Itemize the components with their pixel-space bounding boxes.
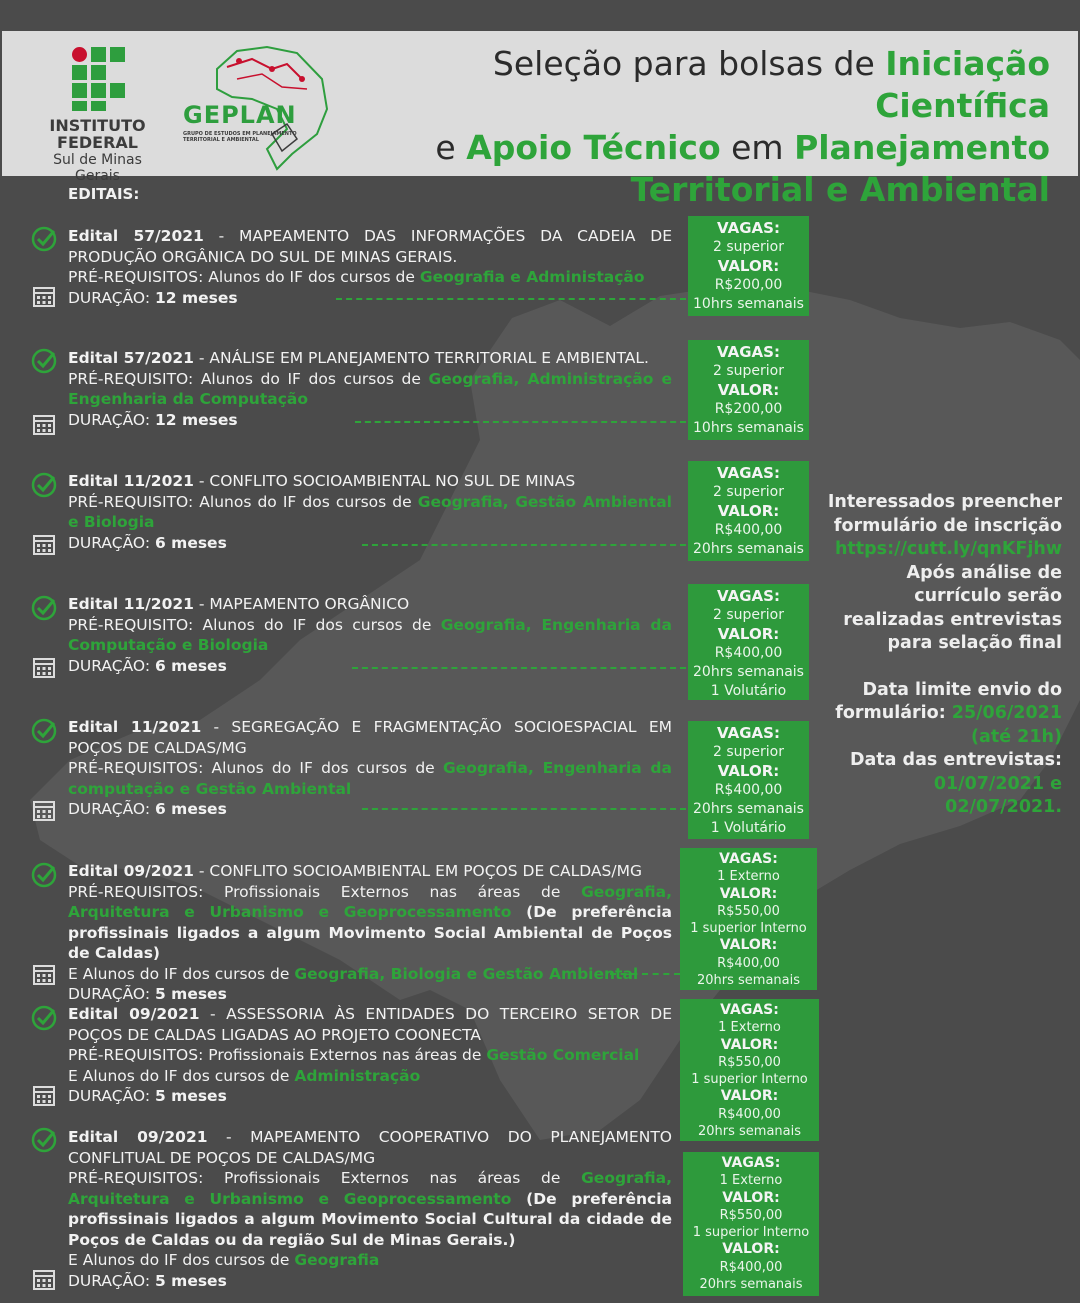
deadline-label-2: formulário: bbox=[835, 703, 952, 723]
box-line: VALOR: bbox=[717, 502, 780, 520]
edital-duration: 6 meses bbox=[154, 800, 227, 818]
box-line: 20hrs semanais bbox=[697, 1124, 802, 1140]
edital-duration-label: DURAÇÃO: bbox=[68, 1087, 155, 1105]
info-line: realizadas entrevistas bbox=[843, 609, 1062, 630]
box-line: VALOR: bbox=[717, 625, 780, 643]
box-line: R$550,00 bbox=[717, 903, 780, 919]
edital-heading: Edital 09/2021 bbox=[68, 862, 194, 880]
box-line: 20hrs semanais bbox=[693, 664, 804, 680]
calendar-icon bbox=[32, 1267, 56, 1291]
edital-courses: Geografia, Engenharia da computação e Gestão Ambiental bbox=[68, 759, 672, 798]
edital-courses: Geografia, Administração e Engenharia da Computação bbox=[68, 369, 672, 408]
interviews-label: Data das entrevistas: bbox=[849, 750, 1062, 770]
box-line: VAGAS: bbox=[717, 464, 780, 482]
edital-heading: Edital 09/2021 bbox=[68, 1128, 208, 1146]
check-icon bbox=[30, 225, 58, 253]
calendar-icon bbox=[32, 532, 56, 556]
check-icon bbox=[30, 861, 58, 889]
edital-title: - MAPEAMENTO DAS INFORMAÇÕES DA CADEIA DE PRODUÇÃO ORGÂNICA DO SUL DE MINAS GERAIS. bbox=[68, 227, 672, 266]
edital-requirements: PRÉ-REQUISITOS: Profissionais Externos nas áreas de bbox=[68, 1046, 487, 1064]
title-highlight-3: Planejamento bbox=[794, 128, 1050, 167]
title-highlight-4: Territorial e Ambiental bbox=[630, 170, 1050, 209]
vagas-box bbox=[680, 848, 817, 990]
calendar-icon bbox=[32, 962, 56, 986]
geplan-logo bbox=[177, 39, 337, 174]
vagas-box bbox=[683, 1152, 819, 1296]
edital-courses: Geografia, Arquitetura e Urbanismo e Geoprocessamento bbox=[68, 1169, 672, 1208]
calendar-icon bbox=[32, 1083, 56, 1107]
edital-duration: 12 meses bbox=[154, 410, 238, 429]
edital-title: - CONFLITO SOCIOAMBIENTAL NO SUL DE MINAS bbox=[193, 472, 576, 490]
box-line: VAGAS: bbox=[717, 219, 780, 237]
check-icon bbox=[30, 594, 58, 622]
box-line: R$200,00 bbox=[714, 401, 783, 417]
box-line: 1 Externo bbox=[717, 869, 780, 885]
edital-extra-requirements: E Alunos do IF dos cursos de bbox=[68, 1251, 295, 1269]
edital-requirements: PRÉ-REQUISITO: Alunos do IF dos cursos de bbox=[68, 369, 429, 388]
info-line: Interessados preencher bbox=[827, 492, 1062, 512]
deadline-time: (até 21h) bbox=[971, 726, 1062, 747]
edital-title: - CONFLITO SOCIOAMBIENTAL EM POÇOS DE CALDAS/MG bbox=[193, 862, 642, 880]
box-line: R$550,00 bbox=[719, 1207, 783, 1223]
dashed-connector bbox=[362, 808, 686, 810]
box-line: 1 superior Interno bbox=[691, 1072, 808, 1088]
edital-duration: 5 meses bbox=[154, 1271, 227, 1290]
edital-duration: 6 meses bbox=[154, 656, 227, 675]
title-highlight-1: Iniciação Científica bbox=[875, 44, 1050, 125]
box-line: 1 Volutário bbox=[710, 820, 787, 836]
calendar-icon bbox=[32, 798, 56, 822]
box-line: VAGAS: bbox=[721, 1155, 781, 1171]
box-line: VAGAS: bbox=[720, 1002, 779, 1018]
box-line: VALOR: bbox=[722, 1241, 780, 1258]
edital-item bbox=[68, 594, 672, 676]
dashed-connector bbox=[362, 544, 686, 546]
box-line: VAGAS: bbox=[717, 587, 780, 605]
edital-requirements: PRÉ-REQUISITO: Alunos do IF dos cursos de bbox=[68, 615, 441, 634]
edital-heading: Edital 09/2021 bbox=[68, 1005, 200, 1023]
edital-requirements: PRÉ-REQUISITO: Alunos do IF dos cursos de bbox=[68, 492, 418, 511]
info-line: currículo serão bbox=[914, 586, 1062, 606]
vagas-box bbox=[688, 216, 809, 316]
box-line: 1 Volutário bbox=[710, 683, 787, 699]
info-line: para selação final bbox=[887, 633, 1062, 653]
edital-title: - MAPEAMENTO COOPERATIVO DO PLANEJAMENTO CONFLITUAL DE POÇOS DE CALDAS/MG bbox=[68, 1128, 672, 1167]
box-line: R$200,00 bbox=[714, 277, 783, 293]
edital-item bbox=[68, 1127, 672, 1291]
institute-name-line2: FEDERAL bbox=[57, 133, 138, 152]
box-line: 2 superior bbox=[713, 607, 784, 623]
registration-link[interactable]: https://cutt.ly/qnKFjhw bbox=[834, 539, 1062, 559]
box-line: 2 superior bbox=[713, 744, 784, 760]
if-logo bbox=[30, 47, 170, 184]
box-line: 1 Externo bbox=[718, 1020, 781, 1036]
edital-duration-label: DURAÇÃO: bbox=[68, 288, 155, 307]
edital-courses: Geografia, Engenharia da Computação e Biologia bbox=[68, 615, 672, 654]
edital-requirements: PRÉ-REQUISITOS: Alunos do IF dos cursos de bbox=[68, 759, 443, 777]
info-sidebar bbox=[820, 491, 1062, 820]
vagas-box bbox=[688, 461, 809, 561]
box-line: VALOR: bbox=[717, 762, 780, 780]
dashed-connector bbox=[355, 421, 686, 423]
title-text-2: e bbox=[435, 128, 467, 167]
geplan-name: GEPLAN bbox=[183, 101, 297, 129]
box-line: 10hrs semanais bbox=[693, 420, 804, 436]
edital-item bbox=[68, 861, 672, 1005]
edital-heading: Edital 11/2021 bbox=[68, 718, 202, 736]
box-line: VALOR: bbox=[720, 1036, 779, 1053]
vagas-box bbox=[688, 721, 809, 839]
box-line: 10hrs semanais bbox=[693, 296, 804, 312]
edital-duration-label: DURAÇÃO: bbox=[68, 656, 155, 675]
edital-item bbox=[68, 226, 672, 308]
edital-item bbox=[68, 1004, 672, 1107]
edital-duration: 6 meses bbox=[154, 533, 227, 552]
edital-heading: Edital 11/2021 bbox=[68, 595, 194, 613]
edital-extra-requirements: E Alunos do IF dos cursos de bbox=[68, 964, 295, 983]
edital-duration: 5 meses bbox=[154, 1087, 227, 1105]
info-line: formulário de inscrição bbox=[833, 515, 1062, 536]
edital-duration-label: DURAÇÃO: bbox=[68, 410, 155, 429]
box-line: R$400,00 bbox=[718, 1106, 781, 1122]
box-line: 20hrs semanais bbox=[699, 1277, 803, 1293]
edital-extra-courses: Administração bbox=[294, 1066, 421, 1085]
title-text-1: Seleção para bolsas de bbox=[492, 44, 886, 83]
edital-requirements: PRÉ-REQUISITOS: Profissionais Externos nas áreas de bbox=[68, 1169, 582, 1187]
edital-extra-courses: Geografia, Biologia e Gestão Ambiental bbox=[294, 964, 639, 983]
calendar-icon bbox=[32, 655, 56, 679]
edital-extra-courses: Geografia bbox=[294, 1251, 380, 1269]
institute-name-line1: INSTITUTO bbox=[49, 116, 146, 135]
title-text-3: em bbox=[720, 128, 795, 167]
interview-date: 02/07/2021. bbox=[945, 797, 1062, 817]
edital-duration-label: DURAÇÃO: bbox=[68, 800, 155, 818]
box-line: VAGAS: bbox=[719, 851, 778, 867]
deadline-date: 25/06/2021 bbox=[951, 703, 1062, 723]
vagas-box bbox=[688, 584, 809, 700]
calendar-icon bbox=[32, 412, 56, 436]
check-icon bbox=[30, 1126, 58, 1154]
info-line: Após análise de bbox=[906, 562, 1062, 583]
box-line: 1 Externo bbox=[719, 1173, 783, 1189]
box-line: VALOR: bbox=[717, 257, 780, 275]
box-line: 2 superior bbox=[713, 363, 784, 379]
box-line: VALOR: bbox=[720, 1088, 779, 1105]
institute-campus: Sul de Minas Gerais bbox=[53, 152, 142, 184]
dashed-connector bbox=[352, 667, 686, 669]
check-icon bbox=[30, 1004, 58, 1032]
box-line: 20hrs semanais bbox=[693, 541, 804, 557]
box-line: VAGAS: bbox=[717, 724, 780, 742]
edital-title: - SEGREGAÇÃO E FRAGMENTAÇÃO SOCIOESPACIAL EM POÇOS DE CALDAS/MG bbox=[68, 718, 672, 757]
box-line: VALOR: bbox=[722, 1189, 780, 1206]
edital-item bbox=[68, 717, 672, 820]
box-line: R$400,00 bbox=[714, 782, 783, 798]
check-icon bbox=[30, 717, 58, 745]
box-line: 1 superior Interno bbox=[690, 921, 807, 937]
interview-date: 01/07/2021 e bbox=[933, 773, 1062, 794]
box-line: R$550,00 bbox=[718, 1054, 781, 1070]
box-line: 2 superior bbox=[713, 484, 784, 500]
edital-heading: Edital 57/2021 bbox=[68, 227, 204, 245]
dashed-connector bbox=[610, 973, 680, 975]
vagas-box bbox=[688, 340, 809, 440]
edital-title: - MAPEAMENTO ORGÂNICO bbox=[193, 595, 410, 613]
edital-item bbox=[68, 348, 672, 430]
editais-label: EDITAIS: bbox=[68, 185, 140, 203]
deadline-label: Data limite envio do bbox=[862, 679, 1062, 700]
title-highlight-2: Apoio Técnico bbox=[466, 128, 721, 167]
box-line: VAGAS: bbox=[717, 343, 780, 361]
edital-title: - ASSESSORIA ÀS ENTIDADES DO TERCEIRO SETOR DE POÇOS DE CALDAS LIGADAS AO PROJETO COONECTA bbox=[68, 1005, 672, 1044]
box-line: 1 superior Interno bbox=[692, 1225, 810, 1241]
edital-duration-label: DURAÇÃO: bbox=[68, 985, 155, 1003]
edital-requirements: PRÉ-REQUISITOS: Alunos do IF dos cursos de bbox=[68, 268, 420, 286]
edital-extra-requirements: E Alunos do IF dos cursos de bbox=[68, 1066, 295, 1085]
vagas-box bbox=[680, 999, 819, 1141]
edital-requirements: PRÉ-REQUISITOS: Profissionais Externos nas áreas de bbox=[68, 882, 582, 901]
edital-duration-label: DURAÇÃO: bbox=[68, 1271, 155, 1290]
edital-courses: Geografia, Arquitetura e Urbanismo e Geoprocessamento bbox=[68, 882, 672, 921]
box-line: VALOR: bbox=[719, 885, 778, 902]
edital-courses: Geografia e Administação bbox=[419, 268, 645, 286]
page-title bbox=[350, 43, 1050, 211]
if-logo-circle bbox=[72, 47, 87, 62]
edital-courses: Geografia, Gestão Ambiental e Biologia bbox=[68, 492, 672, 531]
edital-duration: 12 meses bbox=[154, 288, 238, 307]
edital-duration-label: DURAÇÃO: bbox=[68, 533, 155, 552]
box-line: R$400,00 bbox=[719, 1259, 783, 1275]
geplan-subtitle: GRUPO DE ESTUDOS EM PLANEJAMENTO TERRITORIAL E AMBIENTAL bbox=[183, 131, 297, 143]
box-line: VALOR: bbox=[717, 381, 780, 399]
box-line: 2 superior bbox=[713, 239, 784, 255]
box-line: R$400,00 bbox=[714, 645, 783, 661]
dashed-connector bbox=[336, 298, 686, 300]
check-icon bbox=[30, 471, 58, 499]
edital-heading: Edital 57/2021 bbox=[68, 349, 194, 367]
edital-preference-note: (De preferência profissinais ligados a algum Movimento Social Cultural da cidade de Poços de Caldas ou da região Sul de Minas Gerais.) bbox=[68, 1189, 672, 1249]
box-line: VALOR: bbox=[719, 937, 778, 954]
box-line: 20hrs semanais bbox=[696, 973, 801, 989]
box-line: R$400,00 bbox=[717, 955, 780, 971]
check-icon bbox=[30, 347, 58, 375]
edital-preference-note: (De preferência profissinais ligados a algum Movimento Social Ambiental de Poços de Caldas) bbox=[68, 903, 672, 962]
box-line: 20hrs semanais bbox=[693, 801, 804, 817]
calendar-icon bbox=[32, 284, 56, 308]
box-line: R$400,00 bbox=[714, 522, 783, 538]
edital-title: - ANÁLISE EM PLANEJAMENTO TERRITORIAL E AMBIENTAL. bbox=[193, 349, 649, 367]
edital-item bbox=[68, 471, 672, 553]
edital-courses: Gestão Comercial bbox=[486, 1046, 640, 1064]
edital-heading: Edital 11/2021 bbox=[68, 472, 194, 490]
edital-duration: 5 meses bbox=[154, 985, 227, 1003]
